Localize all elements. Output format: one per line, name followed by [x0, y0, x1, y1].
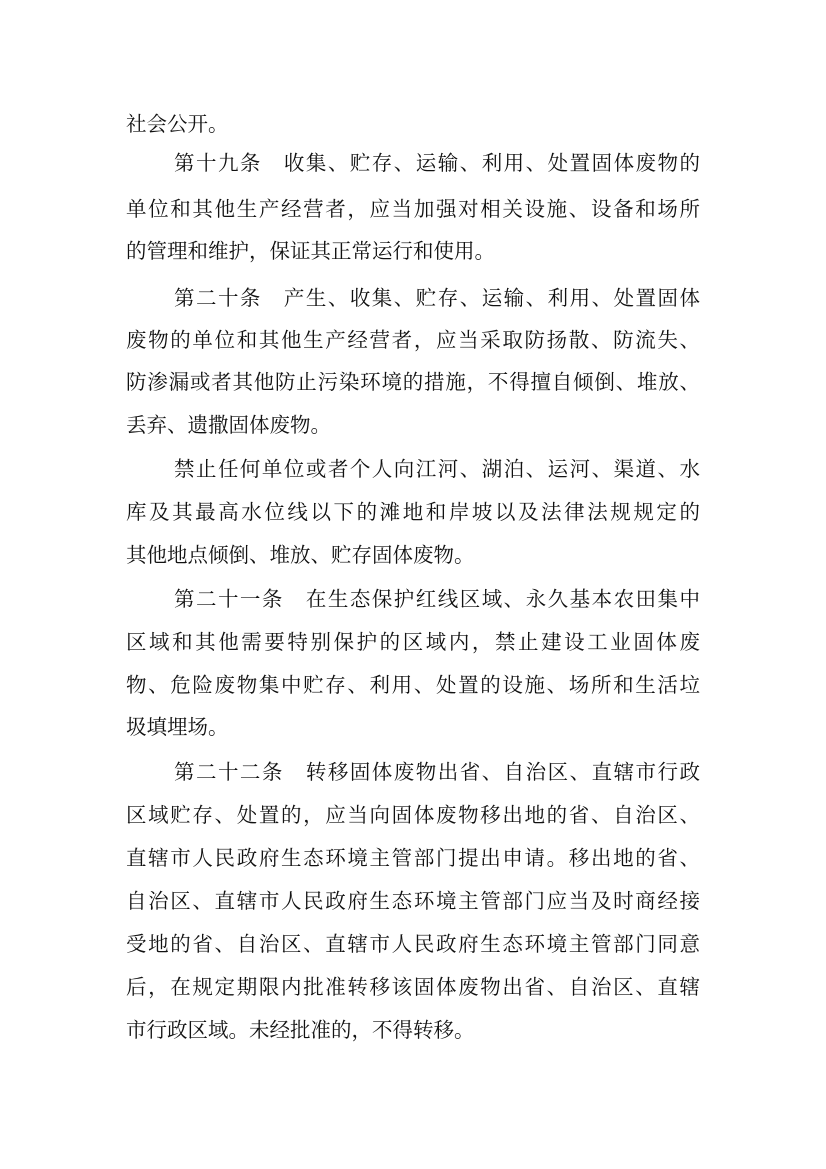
text-line: 防渗漏或者其他防止污染环境的措施，不得擅自倾倒、堆放、: [126, 370, 700, 394]
text-line: 第十九条 收集、贮存、运输、利用、处置固体废物的: [174, 151, 700, 175]
text-line: 圾填埋场。: [126, 715, 229, 739]
text-line: 物、危险废物集中贮存、利用、处置的设施、场所和生活垃: [126, 673, 700, 697]
text-line: 后，在规定期限内批准转移该固体废物出省、自治区、直辖: [126, 975, 700, 999]
text-line: 的管理和维护，保证其正常运行和使用。: [126, 239, 495, 263]
text-line: 禁止任何单位或者个人向江河、湖泊、运河、渠道、水: [174, 457, 700, 481]
text-line: 区域和其他需要特别保护的区域内，禁止建设工业固体废: [126, 630, 700, 654]
text-line: 第二十条 产生、收集、贮存、运输、利用、处置固体: [174, 286, 700, 310]
text-line: 受地的省、自治区、直辖市人民政府生态环境主管部门同意: [126, 932, 700, 956]
text-line: 第二十二条 转移固体废物出省、自治区、直辖市行政: [174, 760, 700, 784]
text-line: 自治区、直辖市人民政府生态环境主管部门应当及时商经接: [126, 889, 700, 913]
text-line: 市行政区域。未经批准的，不得转移。: [126, 1018, 475, 1042]
text-line: 社会公开。: [126, 112, 229, 136]
text-line: 第二十一条 在生态保护红线区域、永久基本农田集中: [174, 587, 700, 611]
text-line: 单位和其他生产经营者，应当加强对相关设施、设备和场所: [126, 197, 700, 221]
text-line: 废物的单位和其他生产经营者，应当采取防扬散、防流失、: [126, 328, 700, 352]
text-line: 库及其最高水位线以下的滩地和岸坡以及法律法规规定的: [126, 500, 700, 524]
text-line: 区域贮存、处置的，应当向固体废物移出地的省、自治区、: [126, 803, 700, 827]
text-line: 其他地点倾倒、堆放、贮存固体废物。: [126, 543, 475, 567]
text-line: 丢弃、遗撒固体废物。: [126, 413, 331, 437]
text-line: 直辖市人民政府生态环境主管部门提出申请。移出地的省、: [126, 846, 700, 870]
